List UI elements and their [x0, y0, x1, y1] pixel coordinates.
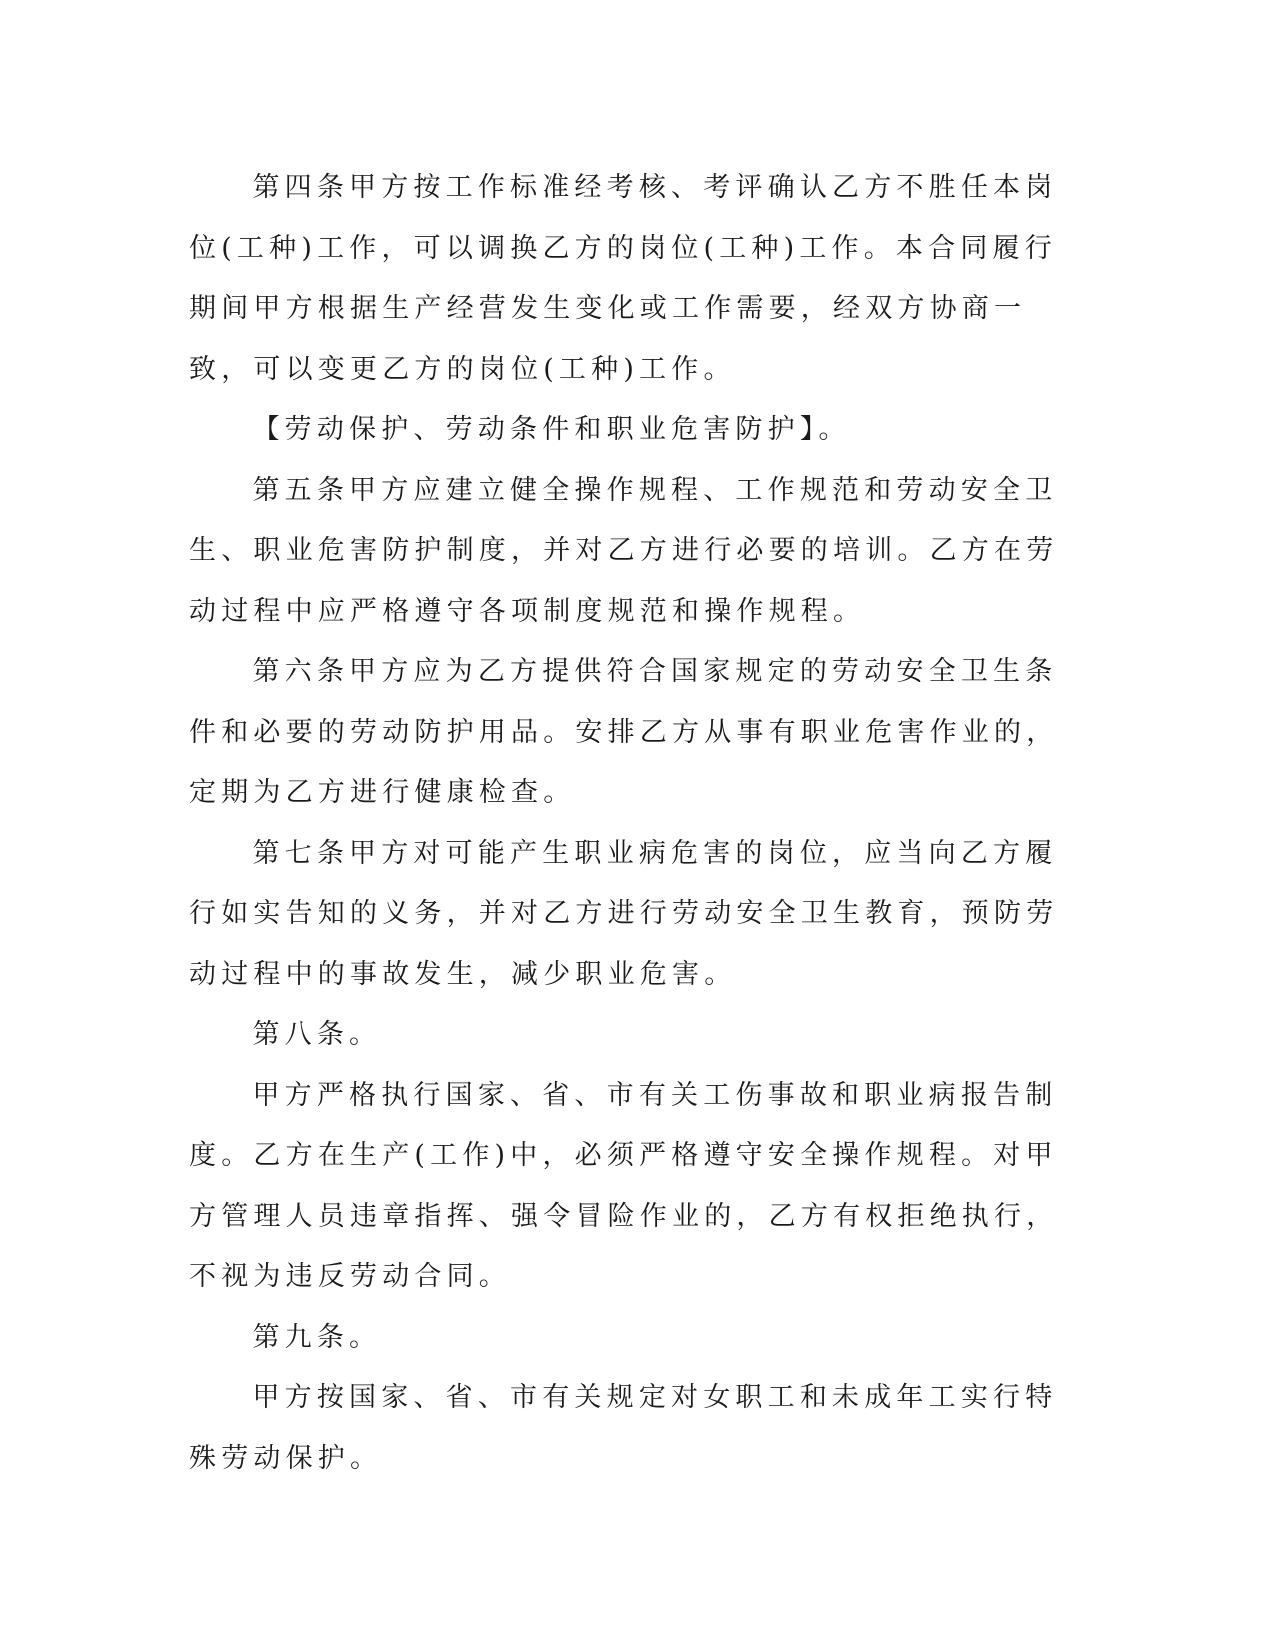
- section-heading-labor-protection: 【劳动保护、劳动条件和职业危害防护】。: [252, 414, 851, 445]
- article-5-paragraph: 第五条甲方应建立健全操作规程、工作规范和劳动安全卫生、职业危害防护制度，并对乙方进行必要的培训。乙方在劳动过程中应严格遵守各项制度规范和操作规程。: [189, 474, 1059, 627]
- article-4-paragraph: 第四条甲方按工作标准经考核、考评确认乙方不胜任本岗位(工种)工作，可以调换乙方的岗位(工种)工作。本合同履行期间甲方根据生产经营发生变化或工作需要，经双方协商一致，可以变更乙方的岗位(工种)工作。: [189, 172, 1058, 385]
- article-9-paragraph: 甲方按国家、省、市有关规定对女职工和未成年工实行特殊劳动保护。: [189, 1382, 1058, 1474]
- article-9-heading: 第九条。: [252, 1321, 382, 1353]
- article-8-heading: 第八条。: [252, 1019, 382, 1050]
- article-8-paragraph: 甲方严格执行国家、省、市有关工伤事故和职业病报告制度。乙方在生产(工作)中，必须严格遵守安全操作规程。对甲方管理人员违章指挥、强令冒险作业的，乙方有权拒绝执行，不视为违反劳动合同。: [189, 1079, 1059, 1292]
- article-6-paragraph: 第六条甲方应为乙方提供符合国家规定的劳动安全卫生条件和必要的劳动防护用品。安排乙方从事有职业危害作业的，定期为乙方进行健康检查。: [189, 656, 1059, 808]
- document-body: [189, 158, 1089, 1489]
- article-7-paragraph: 第七条甲方对可能产生职业病危害的岗位，应当向乙方履行如实告知的义务，并对乙方进行劳动安全卫生教育，预防劳动过程中的事故发生，减少职业危害。: [189, 837, 1059, 990]
